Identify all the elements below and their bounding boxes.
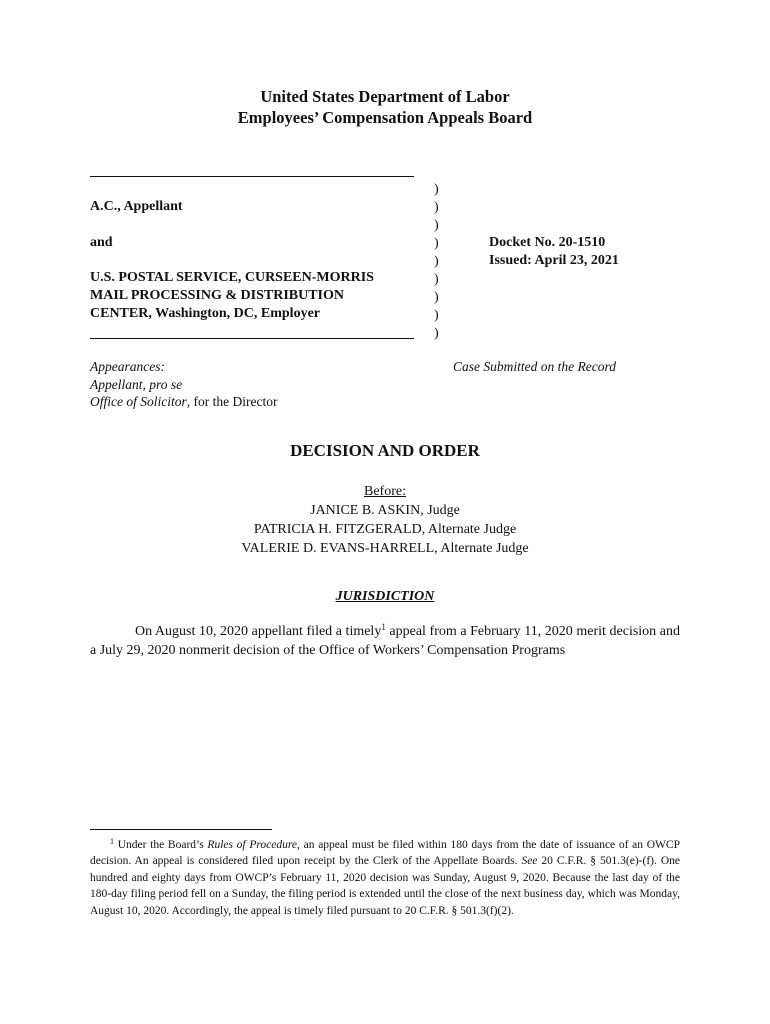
footnote-italic-2: See	[521, 855, 538, 868]
caption-parentheses	[434, 181, 439, 343]
footnote-text-3: 20 C.F.R. § 501.3(e)-(f). One hundred and eighty days from OWCP’s February 11, 2020 decision was Sunday, August 9, 2020. Because the last day of the 180-day filing period fell on a Sunday, the filing period is extended until the close of the next business day, which was Monday, August 10, 2020. Accordingly, the appeal is timely filed pursuant to 20 C.F.R. § 501.3(f)(2).	[90, 855, 680, 917]
para-text-1: On August 10, 2020 appellant filed a timely	[135, 624, 382, 639]
docket-info	[489, 234, 619, 270]
footnote-text-2: , an appeal must be filed within 180 days from the date of issuance of an OWCP decision. An appeal is considered filed upon receipt by the Clerk of the Appellate Boards.	[90, 839, 680, 868]
paren: )	[434, 308, 439, 323]
solicitor-line	[90, 393, 277, 411]
docket-number: Docket No. 20-1510	[489, 235, 606, 250]
panel-block	[0, 482, 770, 558]
issued-date: Issued: April 23, 2021	[489, 253, 619, 268]
paren: )	[434, 218, 439, 233]
solicitor-suffix: , for the Director	[186, 394, 278, 409]
footnote-number: 1	[110, 837, 114, 846]
paren: )	[434, 326, 439, 341]
appellant-representation: Appellant, pro se	[90, 376, 183, 392]
footnote-italic-1: Rules of Procedure	[207, 839, 298, 851]
employer-line-3: CENTER, Washington, DC, Employer	[90, 306, 321, 321]
before-label: Before:	[364, 484, 406, 499]
submission-note: Case Submitted on the Record	[453, 359, 616, 374]
paren: )	[434, 272, 439, 287]
footnote-1	[90, 837, 680, 919]
employer-line-2: MAIL PROCESSING & DISTRIBUTION	[90, 288, 344, 303]
agency-name: United States Department of Labor	[260, 87, 510, 106]
footnote-separator	[90, 829, 272, 830]
paren: )	[434, 254, 439, 269]
paren: )	[434, 236, 439, 251]
footnote-text-1: Under the Board’s	[114, 839, 208, 851]
employer-name	[90, 269, 420, 323]
paren: )	[434, 200, 439, 215]
caption-and: and	[90, 235, 113, 250]
appearances-heading: Appearances:	[90, 359, 165, 374]
caption-bottom-rule	[90, 338, 414, 339]
para-text-2: appeal from a February 11, 2020 merit decision and a July 29, 2020 nonmerit decision of the Office of Workers’ Compensation Programs	[90, 624, 680, 658]
caption-top-rule	[90, 176, 414, 177]
paren: )	[434, 182, 439, 197]
appearances-block	[90, 358, 277, 411]
solicitor-name: Office of Solicitor	[90, 394, 187, 409]
judge-1: JANICE B. ASKIN, Judge	[310, 503, 460, 518]
board-name: Employees’ Compensation Appeals Board	[237, 108, 533, 127]
judge-3: VALERIE D. EVANS-HARRELL, Alternate Judge	[241, 541, 529, 556]
decision-title: DECISION AND ORDER	[290, 441, 480, 460]
footnote-reference[interactable]: 1	[381, 622, 386, 632]
appellant-name: A.C., Appellant	[90, 199, 183, 214]
employer-line-1: U.S. POSTAL SERVICE, CURSEEN-MORRIS	[90, 270, 374, 285]
paren: )	[434, 290, 439, 305]
jurisdiction-paragraph	[90, 622, 680, 660]
document-header	[0, 86, 770, 128]
judge-2: PATRICIA H. FITZGERALD, Alternate Judge	[253, 522, 517, 537]
jurisdiction-heading: JURISDICTION	[335, 589, 435, 604]
